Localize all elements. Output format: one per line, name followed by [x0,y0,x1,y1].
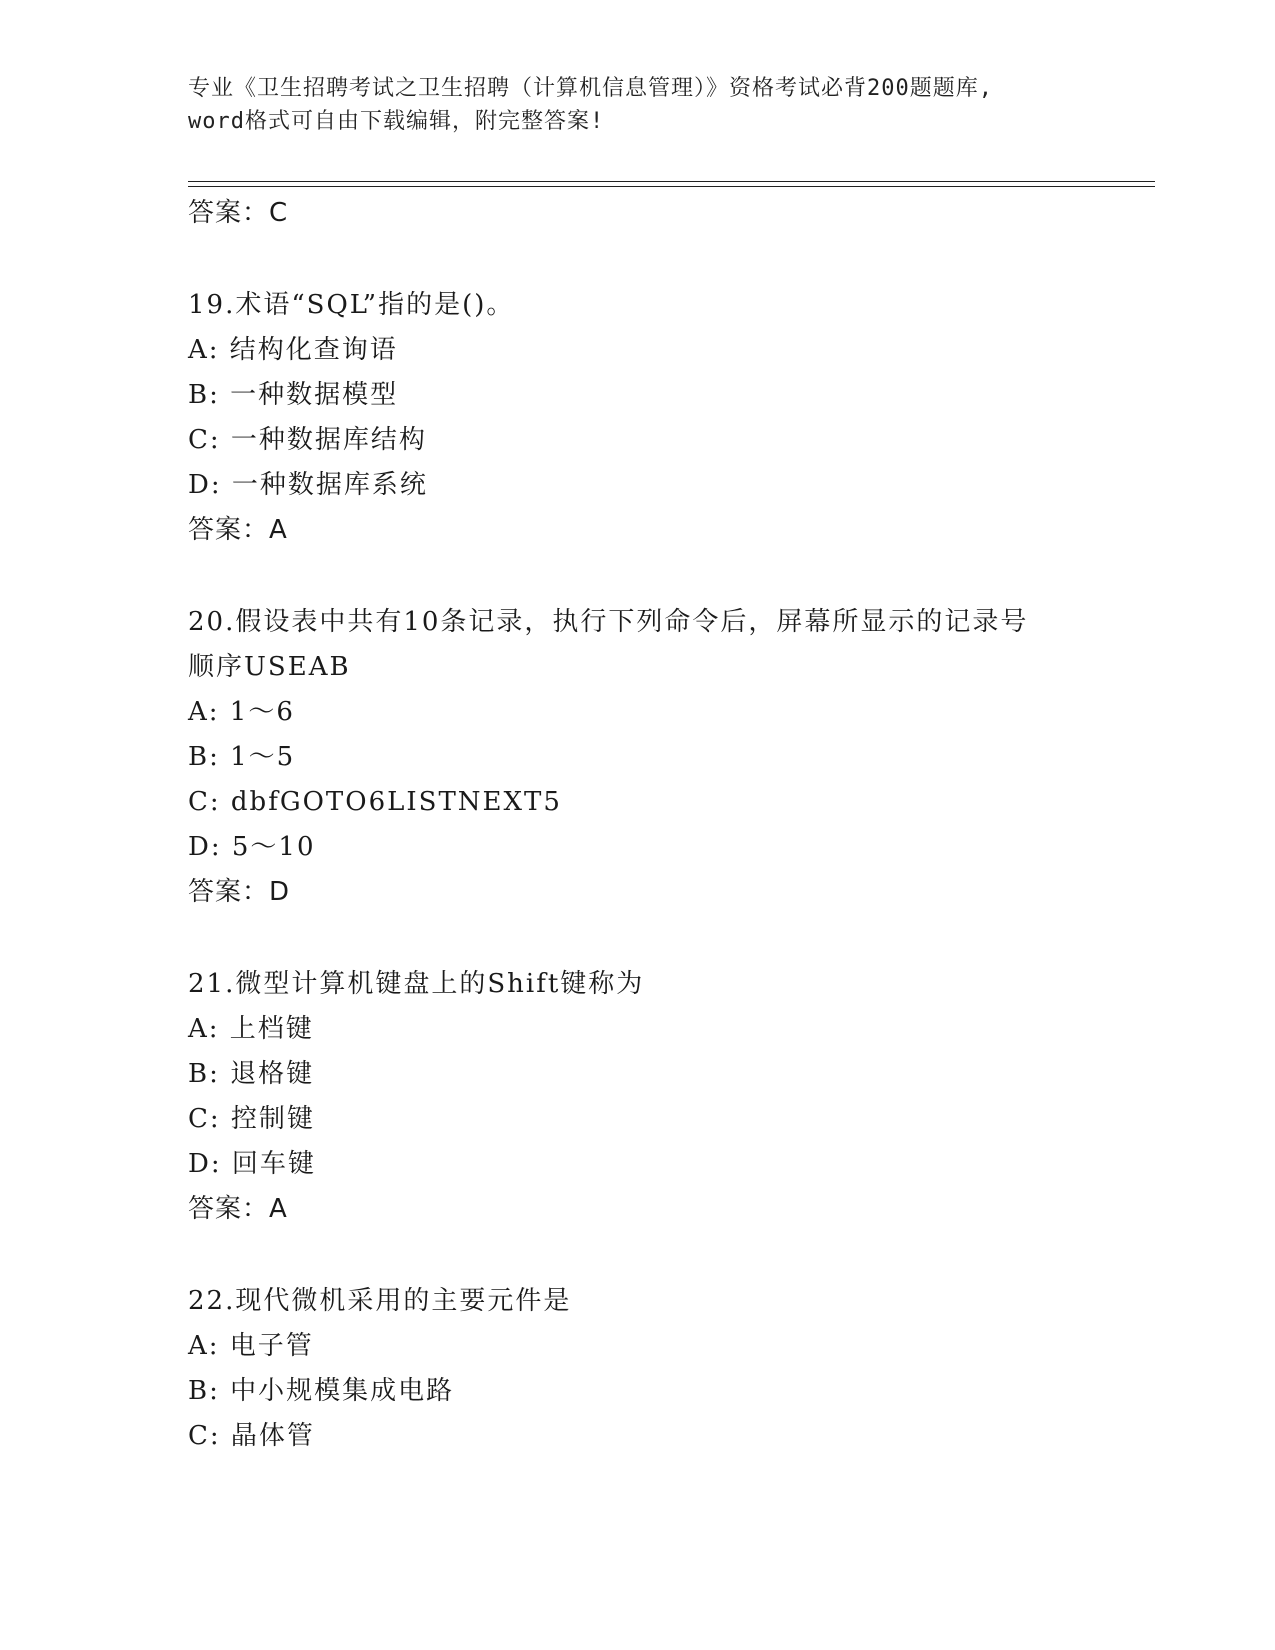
option-c: C: dbfGOTO6LISTNEXT5 [188,787,562,817]
spacer [188,553,1088,600]
question-block [188,1279,1088,1459]
spacer [188,915,1088,962]
header-subtitle-line: word格式可自由下载编辑，附完整答案! [188,109,605,134]
option-d: D: 5～10 [188,832,316,862]
answer-line: 答案：A [188,515,288,545]
option-c: C: 一种数据库结构 [188,425,427,455]
option-c: C: 晶体管 [188,1421,315,1451]
header-title-line: 专业《卫生招聘考试之卫生招聘（计算机信息管理）》资格考试必背200题题库, [188,76,993,101]
header-divider-top [188,181,1155,182]
option-a: A: 1～6 [188,697,295,727]
question-block [188,962,1088,1232]
header-divider-bottom [188,186,1155,187]
document-header [188,72,1068,138]
question-text: 19.术语“SQL”指的是()。 [188,290,515,320]
option-d: D: 一种数据库系统 [188,470,428,500]
option-a: A: 电子管 [188,1331,314,1361]
question-list [188,191,1088,1459]
question-text: 21.微型计算机键盘上的Shift键称为 [188,969,645,999]
spacer [188,236,1088,283]
option-d: D: 回车键 [188,1149,316,1179]
option-a: A: 上档键 [188,1014,314,1044]
question-text: 22.现代微机采用的主要元件是 [188,1286,572,1316]
option-a: A: 结构化查询语 [188,335,398,365]
answer-line: 答案：A [188,1194,288,1224]
question-block [188,600,1088,915]
answer-line: 答案：C [188,198,289,228]
option-c: C: 控制键 [188,1104,315,1134]
answer-line: 答案：D [188,877,291,907]
spacer [188,1232,1088,1279]
question-text-continued: 顺序USEAB [188,652,351,682]
option-b: B: 一种数据模型 [188,380,399,410]
question-text: 20.假设表中共有10条记录，执行下列命令后，屏幕所显示的记录号 [188,607,1029,637]
question-block [188,283,1088,553]
option-b: B: 中小规模集成电路 [188,1376,455,1406]
option-b: B: 退格键 [188,1059,315,1089]
option-b: B: 1～5 [188,742,296,772]
